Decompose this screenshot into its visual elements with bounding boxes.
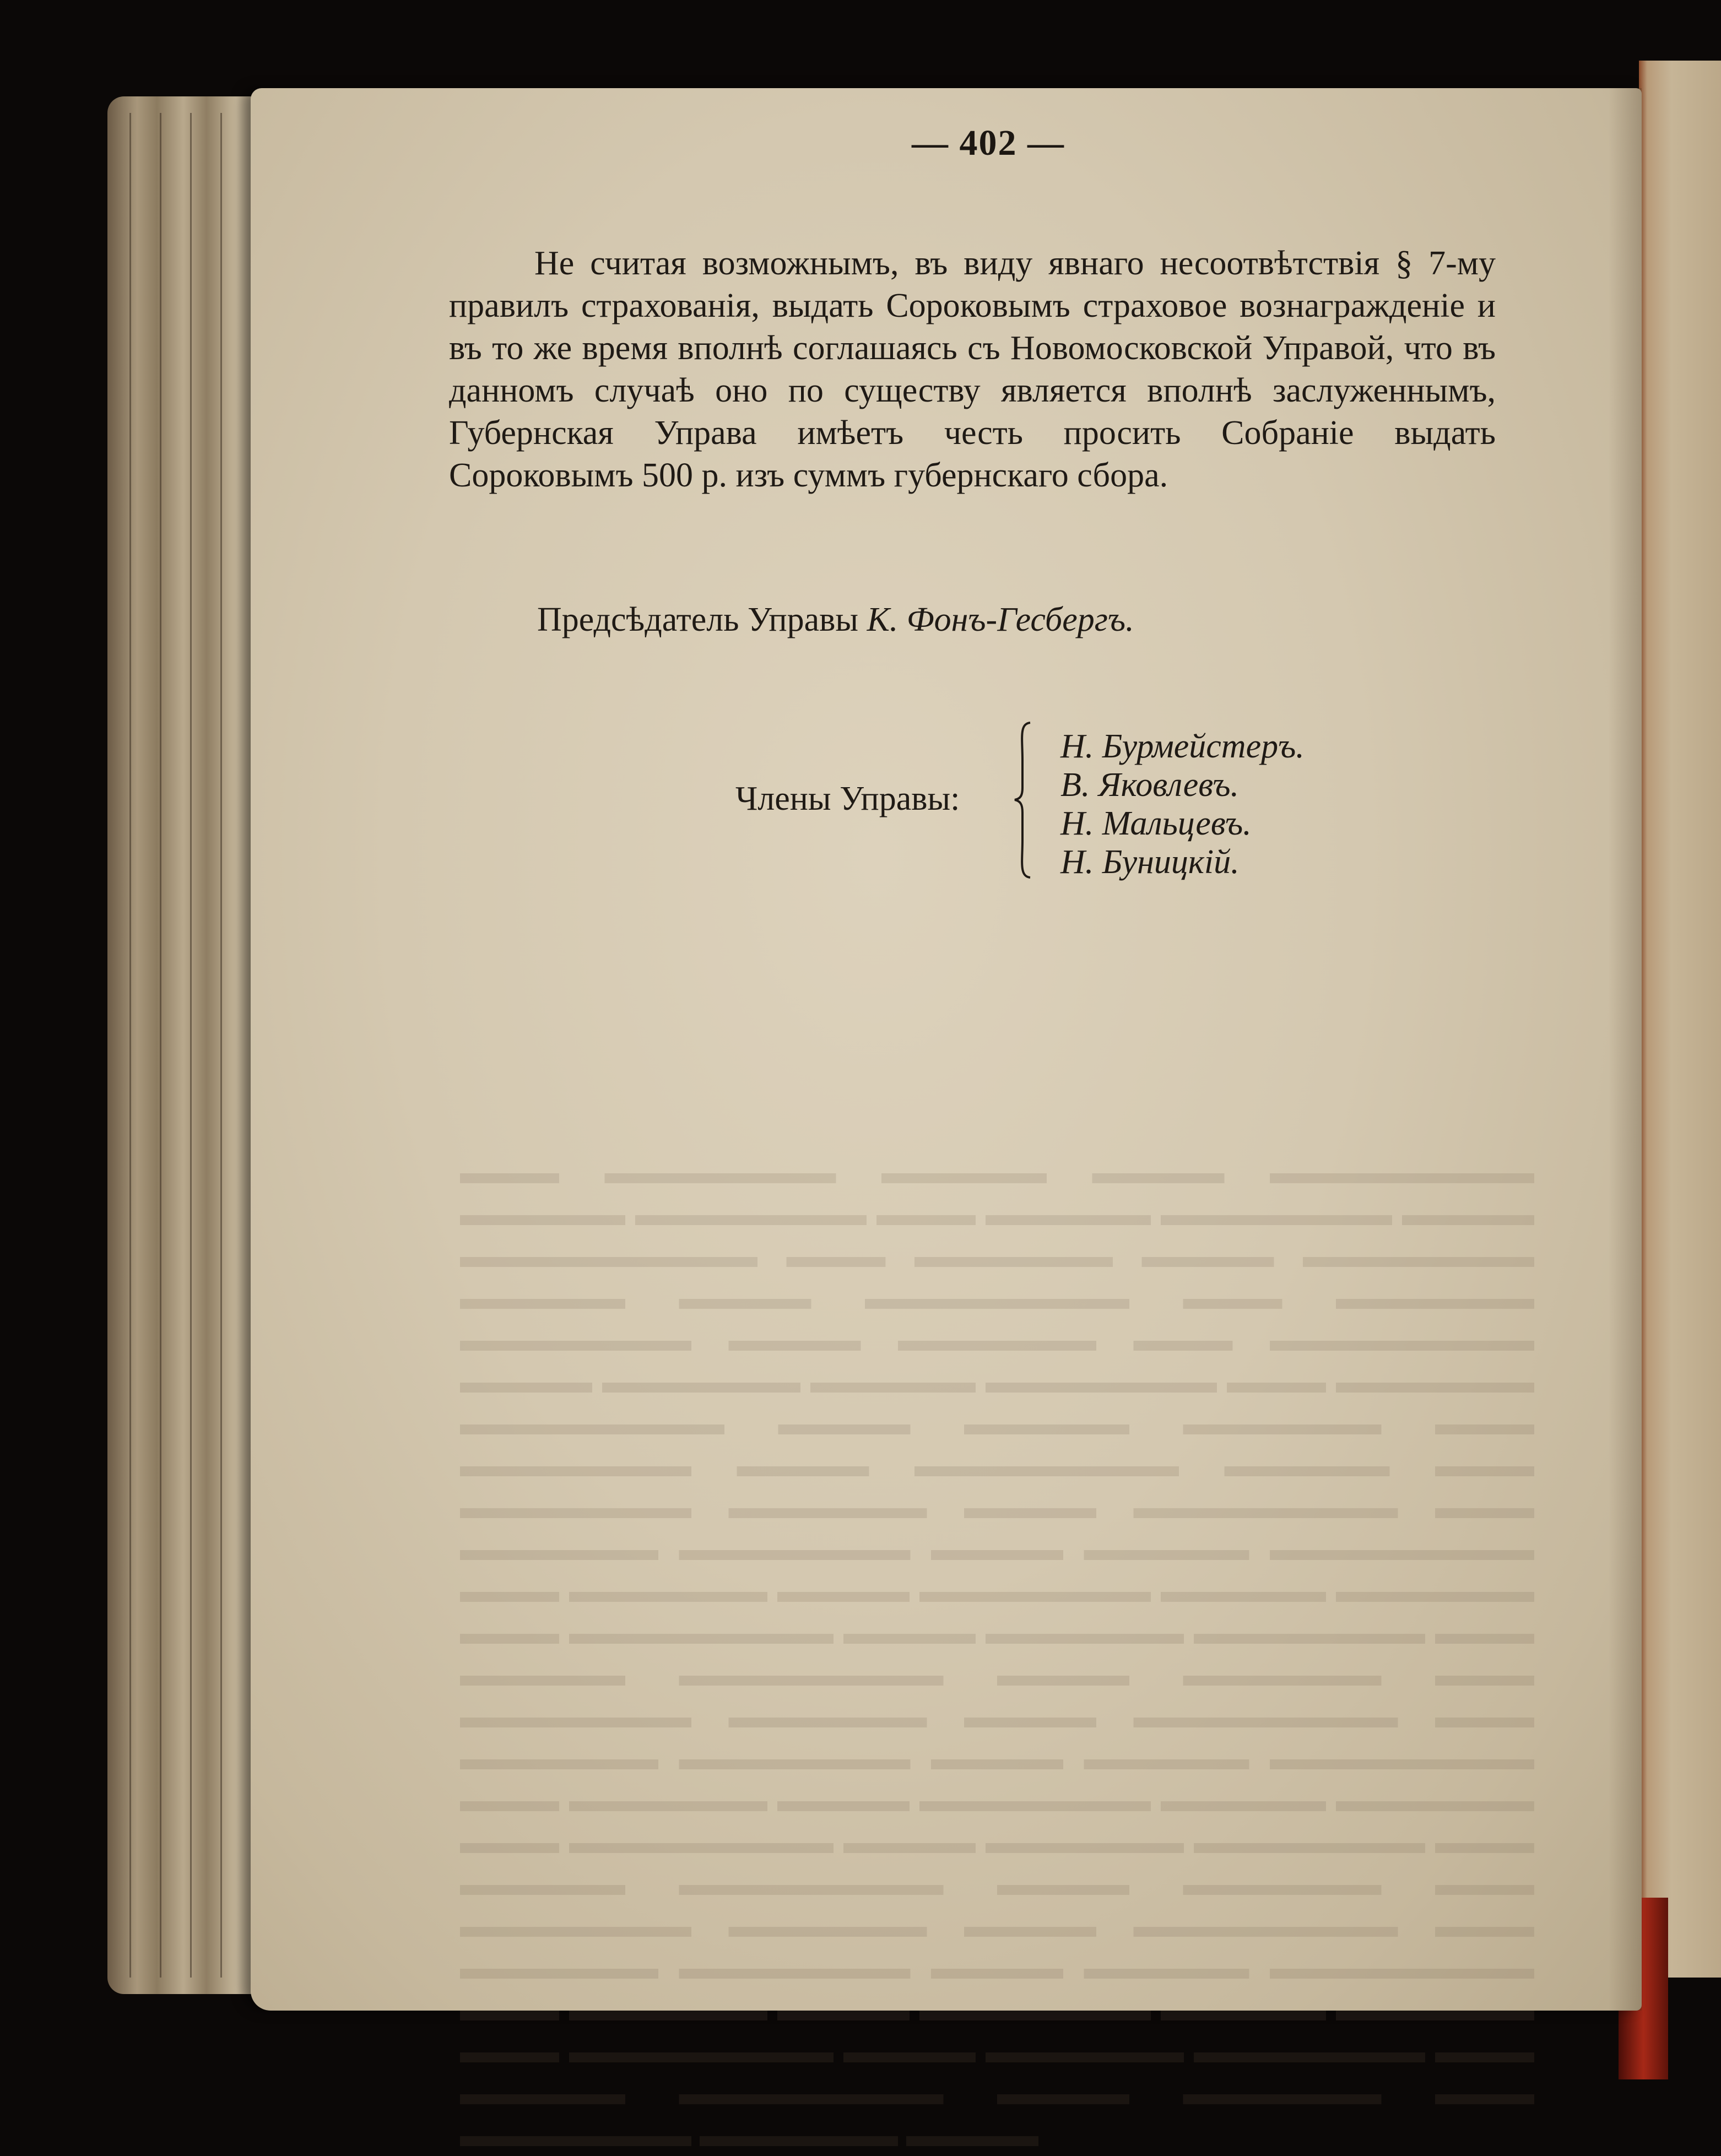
members-list	[1060, 727, 1305, 881]
page-number: — 402 —	[912, 123, 1065, 163]
facing-page-edge	[1639, 61, 1721, 1978]
chairman-name: К. Фонъ-Гесбергъ.	[867, 601, 1134, 638]
curly-brace-icon	[1014, 722, 1033, 879]
book-page	[251, 88, 1642, 2153]
member-name: Н. Буницкій.	[1060, 843, 1240, 881]
chairman-signature-line	[537, 600, 1134, 640]
member-name: В. Яковлевъ.	[1060, 766, 1240, 804]
page-stack-edges	[107, 96, 273, 1994]
body-paragraph: Не считая возможнымъ, въ виду явнаго несоотвѣтствія § 7-му правилъ страхованія, выдать Сороковымъ страховое вознагражденіе и въ то же время вполнѣ соглашаясь съ Новомосковской Управой, что въ данномъ случаѣ оно по существу является вполнѣ заслуженнымъ, Губернская Управа имѣетъ честь просить Собраніе выдать Сороковымъ 500 р. изъ суммъ губернскаго сбора.	[449, 245, 1496, 494]
member-name: Н. Мальцевъ.	[1060, 805, 1252, 842]
bleed-through-texture: ▬▬▬ ▬▬▬▬▬▬▬ ▬▬▬▬▬ ▬▬▬▬ ▬▬▬▬▬▬▬▬ ▬▬▬▬▬ ▬▬▬▬▬▬▬ ▬▬▬ ▬▬▬▬▬ ▬▬▬▬▬▬▬ ▬▬▬▬ ▬▬▬▬▬▬▬▬▬ ▬▬▬ ▬▬▬▬▬▬ ▬▬▬▬ ▬▬▬▬▬▬▬ ▬▬▬▬▬ ▬▬▬▬ ▬▬▬▬▬▬▬▬ ▬▬▬ ▬▬▬▬▬▬ ▬▬▬▬▬▬▬ ▬▬▬▬ ▬▬▬▬▬▬ ▬▬▬ ▬▬▬▬▬▬▬▬ ▬▬▬▬ ▬▬▬▬▬▬ ▬▬▬▬▬ ▬▬▬▬▬▬▬ ▬▬▬ ▬▬▬▬▬▬ ▬▬▬▬▬▬▬▬ ▬▬▬▬ ▬▬▬▬▬ ▬▬▬▬▬▬ ▬▬▬ ▬▬▬▬▬▬▬ ▬▬▬▬ ▬▬▬▬▬▬▬▬ ▬▬▬▬▬ ▬▬▬ ▬▬▬▬▬▬▬ ▬▬▬▬▬▬ ▬▬▬▬ ▬▬▬▬▬▬▬▬ ▬▬▬ ▬▬▬▬▬▬ ▬▬▬▬▬▬▬ ▬▬▬▬ ▬▬▬▬▬ ▬▬▬▬▬▬▬▬ ▬▬▬ ▬▬▬▬▬▬ ▬▬▬▬ ▬▬▬▬▬▬▬ ▬▬▬▬▬ ▬▬▬▬▬▬ ▬▬▬ ▬▬▬▬▬▬▬▬ ▬▬▬▬ ▬▬▬▬▬▬ ▬▬▬▬▬▬▬ ▬▬▬ ▬▬▬▬▬ ▬▬▬▬▬▬▬▬ ▬▬▬▬ ▬▬▬▬▬▬ ▬▬▬ ▬▬▬▬▬▬▬ ▬▬▬▬▬▬ ▬▬▬▬ ▬▬▬▬▬▬▬▬ ▬▬▬ ▬▬▬▬▬▬ ▬▬▬▬▬▬▬ ▬▬▬▬ ▬▬▬▬▬ ▬▬▬▬▬▬▬▬ ▬▬▬ ▬▬▬▬▬▬ ▬▬▬▬ ▬▬▬▬▬▬▬ ▬▬▬▬▬ ▬▬▬▬▬▬ ▬▬▬ ▬▬▬▬▬▬▬▬ ▬▬▬▬ ▬▬▬▬▬▬ ▬▬▬▬▬▬▬ ▬▬▬ ▬▬▬▬▬ ▬▬▬▬▬▬▬▬ ▬▬▬▬ ▬▬▬▬▬▬ ▬▬▬ ▬▬▬▬▬▬▬ ▬▬▬▬▬▬ ▬▬▬▬ ▬▬▬▬▬▬▬▬ ▬▬▬ ▬▬▬▬▬▬ ▬▬▬▬▬▬▬ ▬▬▬▬ ▬▬▬▬▬ ▬▬▬▬▬▬▬▬ ▬▬▬ ▬▬▬▬▬▬ ▬▬▬▬ ▬▬▬▬▬▬▬ ▬▬▬▬▬ ▬▬▬▬▬▬ ▬▬▬ ▬▬▬▬▬▬▬▬ ▬▬▬▬ ▬▬▬▬▬▬ ▬▬▬▬▬▬▬ ▬▬▬ ▬▬▬▬▬ ▬▬▬▬▬▬▬▬ ▬▬▬▬ ▬▬▬▬▬▬ ▬▬▬ ▬▬▬▬▬▬▬ ▬▬▬▬▬▬ ▬▬▬▬	[460, 1154, 1534, 2153]
member-name: Н. Бурмейстеръ.	[1060, 728, 1305, 765]
chairman-label: Предсѣдатель Управы	[537, 601, 859, 638]
members-label: Члены Управы:	[735, 780, 960, 817]
